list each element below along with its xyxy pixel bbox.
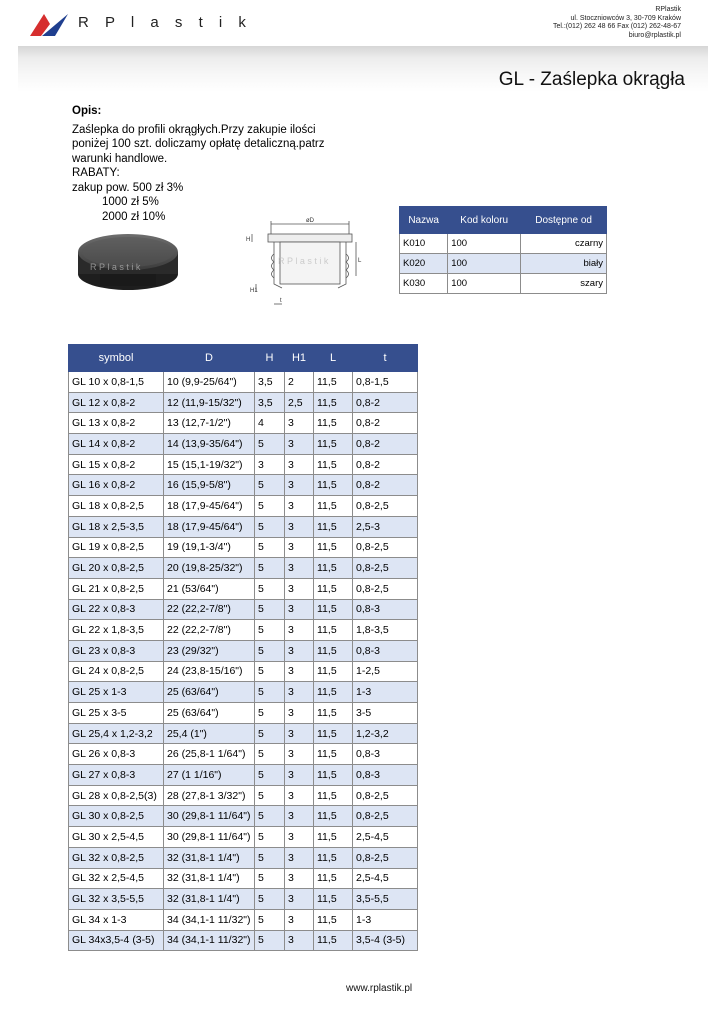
cell-t: 0,8-2,5 [353,847,418,868]
cell-h: 5 [255,909,285,930]
table-row [69,434,418,455]
cell-h1: 3 [285,703,314,724]
cell-symbol: GL 24 x 0,8-2,5 [69,661,164,682]
cell-h1: 2 [285,372,314,393]
table-row [69,578,418,599]
cell-h1: 3 [285,744,314,765]
table-row [69,765,418,786]
cell-h1: 3 [285,806,314,827]
cell-symbol: GL 20 x 0,8-2,5 [69,558,164,579]
color-row [400,234,607,254]
color-available: szary [521,274,607,294]
cell-h1: 3 [285,847,314,868]
cell-h1: 3 [285,827,314,848]
cell-d: 30 (29,8-1 11/64") [164,806,255,827]
cell-symbol: GL 22 x 0,8-3 [69,599,164,620]
table-row [69,413,418,434]
table-row [69,868,418,889]
cell-symbol: GL 18 x 0,8-2,5 [69,496,164,517]
cell-l: 11,5 [314,640,353,661]
description-line: zakup pow. 500 zł 3% [72,181,184,194]
column-header-h: H [255,345,285,372]
cell-h1: 3 [285,516,314,537]
cell-d: 19 (19,1-3/4") [164,537,255,558]
cell-h: 5 [255,661,285,682]
cell-l: 11,5 [314,703,353,724]
company-name: RPlastik [655,6,681,13]
cell-symbol: GL 16 x 0,8-2 [69,475,164,496]
table-row [69,372,418,393]
cell-h1: 3 [285,640,314,661]
cell-symbol: GL 12 x 0,8-2 [69,392,164,413]
cell-symbol: GL 28 x 0,8-2,5(3) [69,785,164,806]
cell-d: 13 (12,7-1/2") [164,413,255,434]
cell-d: 18 (17,9-45/64") [164,516,255,537]
color-name: K010 [400,234,448,254]
cell-symbol: GL 30 x 0,8-2,5 [69,806,164,827]
table-row [69,806,418,827]
cell-t: 1-3 [353,909,418,930]
cell-h: 5 [255,516,285,537]
cell-h: 3,5 [255,392,285,413]
cell-d: 28 (27,8-1 3/32") [164,785,255,806]
table-row [69,661,418,682]
column-header-nazwa: Nazwa [400,207,448,234]
company-email[interactable]: biuro@rplastik.pl [628,31,681,39]
cell-l: 11,5 [314,392,353,413]
cell-h1: 3 [285,785,314,806]
cell-h1: 3 [285,723,314,744]
cell-t: 2,5-3 [353,516,418,537]
cell-symbol: GL 25,4 x 1,2-3,2 [69,723,164,744]
cell-h: 5 [255,475,285,496]
drawing-label-d: øD [306,218,314,224]
drawing-label-l: L [358,258,362,264]
cell-t: 1-3 [353,682,418,703]
cell-t: 0,8-3 [353,599,418,620]
drawing-label-h1: H1 [250,288,258,294]
cell-h: 5 [255,744,285,765]
rplastik-logo [30,14,68,36]
cell-d: 25 (63/64") [164,703,255,724]
cell-d: 15 (15,1-19/32") [164,454,255,475]
cell-t: 3-5 [353,703,418,724]
cell-d: 26 (25,8-1 1/64") [164,744,255,765]
color-code: 100 [448,274,521,294]
cell-l: 11,5 [314,909,353,930]
cell-l: 11,5 [314,558,353,579]
cell-symbol: GL 25 x 3-5 [69,703,164,724]
cell-t: 0,8-2 [353,392,418,413]
cell-h1: 3 [285,537,314,558]
cell-l: 11,5 [314,806,353,827]
cell-d: 32 (31,8-1 1/4") [164,868,255,889]
cell-t: 0,8-1,5 [353,372,418,393]
cell-l: 11,5 [314,765,353,786]
cell-h1: 3 [285,682,314,703]
cell-h1: 3 [285,765,314,786]
cell-h: 5 [255,868,285,889]
company-address: ul. Stoczniowców 3, 30-709 Kraków [570,14,681,22]
cell-l: 11,5 [314,661,353,682]
cell-d: 18 (17,9-45/64") [164,496,255,517]
cell-t: 0,8-2,5 [353,578,418,599]
cell-symbol: GL 14 x 0,8-2 [69,434,164,455]
cell-l: 11,5 [314,868,353,889]
cell-d: 24 (23,8-15/16") [164,661,255,682]
cell-h: 4 [255,413,285,434]
cell-l: 11,5 [314,516,353,537]
cell-l: 11,5 [314,930,353,951]
cell-symbol: GL 10 x 0,8-1,5 [69,372,164,393]
cell-l: 11,5 [314,496,353,517]
table-row [69,744,418,765]
cell-h: 5 [255,723,285,744]
cell-d: 32 (31,8-1 1/4") [164,889,255,910]
cell-h1: 3 [285,889,314,910]
table-row [69,537,418,558]
cell-symbol: GL 21 x 0,8-2,5 [69,578,164,599]
cell-t: 0,8-2,5 [353,496,418,517]
cell-h1: 3 [285,454,314,475]
color-available: biały [521,254,607,274]
footer-url[interactable]: www.rplastik.pl [346,983,413,994]
cell-h1: 3 [285,909,314,930]
cell-h1: 3 [285,578,314,599]
cell-t: 0,8-3 [353,640,418,661]
color-available: czarny [521,234,607,254]
cell-t: 0,8-2,5 [353,537,418,558]
cell-t: 1,8-3,5 [353,620,418,641]
cell-h: 5 [255,434,285,455]
cell-d: 22 (22,2-7/8") [164,599,255,620]
company-phone: Tel.:(012) 262 48 66 Fax (012) 262-48-67 [552,23,681,30]
cell-h: 3,5 [255,372,285,393]
table-row [69,682,418,703]
cell-l: 11,5 [314,827,353,848]
cell-l: 11,5 [314,475,353,496]
cell-h1: 3 [285,661,314,682]
cell-t: 0,8-2 [353,413,418,434]
description-line: 2000 zł 10% [102,210,166,223]
cell-h1: 3 [285,434,314,455]
color-row [400,254,607,274]
cell-d: 30 (29,8-1 11/64") [164,827,255,848]
cell-h: 5 [255,682,285,703]
drawing-label-t: t [280,298,282,304]
cell-d: 12 (11,9-15/32") [164,392,255,413]
table-row [69,496,418,517]
cell-l: 11,5 [314,682,353,703]
description-label: Opis: [72,105,102,117]
description-line: RABATY: [72,167,120,179]
cell-symbol: GL 19 x 0,8-2,5 [69,537,164,558]
cell-h: 5 [255,806,285,827]
cell-d: 10 (9,9-25/64") [164,372,255,393]
cell-h: 5 [255,785,285,806]
table-row [69,785,418,806]
column-header-t: t [353,345,418,372]
cell-symbol: GL 18 x 2,5-3,5 [69,516,164,537]
table-row [69,827,418,848]
cell-symbol: GL 30 x 2,5-4,5 [69,827,164,848]
cell-l: 11,5 [314,599,353,620]
table-row [69,930,418,951]
cell-d: 16 (15,9-5/8") [164,475,255,496]
company-contact [553,6,681,40]
cell-h1: 3 [285,868,314,889]
table-row [69,909,418,930]
cell-l: 11,5 [314,537,353,558]
cell-symbol: GL 32 x 3,5-5,5 [69,889,164,910]
cell-t: 0,8-2 [353,434,418,455]
cell-symbol: GL 27 x 0,8-3 [69,765,164,786]
cell-h: 5 [255,599,285,620]
cell-h1: 3 [285,599,314,620]
cell-symbol: GL 13 x 0,8-2 [69,413,164,434]
cell-h: 5 [255,496,285,517]
page-title: GL - Zaślepka okrągła [498,69,685,90]
cell-symbol: GL 32 x 0,8-2,5 [69,847,164,868]
table-row [69,599,418,620]
table-row [69,703,418,724]
table-row [69,454,418,475]
brand-name: R P l a s t i k [78,14,252,31]
cell-h: 5 [255,847,285,868]
cell-t: 2,5-4,5 [353,868,418,889]
drawing-watermark: R P l a s t i k [278,256,329,266]
cell-t: 3,5-4 (3-5) [353,930,418,951]
cell-symbol: GL 22 x 1,8-3,5 [69,620,164,641]
cell-d: 27 (1 1/16") [164,765,255,786]
cell-h1: 3 [285,496,314,517]
photo-watermark: R P l a s t i k [90,262,141,272]
cell-d: 20 (19,8-25/32") [164,558,255,579]
cell-h: 5 [255,578,285,599]
description-line: poniżej 100 szt. doliczamy opłatę detaliczną.patrz [72,138,325,150]
cell-h: 5 [255,620,285,641]
cell-t: 0,8-3 [353,744,418,765]
cell-h1: 3 [285,558,314,579]
table-row [69,723,418,744]
cell-d: 21 (53/64") [164,578,255,599]
cell-d: 32 (31,8-1 1/4") [164,847,255,868]
color-name: K030 [400,274,448,294]
spec-table-header [69,345,418,372]
cell-l: 11,5 [314,744,353,765]
cell-t: 1,2-3,2 [353,723,418,744]
cell-symbol: GL 23 x 0,8-3 [69,640,164,661]
column-header-dostepne-od: Dostępne od [521,207,607,234]
cell-d: 25,4 (1") [164,723,255,744]
color-table [399,206,607,294]
column-header-kod-koloru: Kod koloru [448,207,521,234]
column-header-h1: H1 [285,345,314,372]
cell-h: 5 [255,827,285,848]
cell-h1: 3 [285,413,314,434]
cell-d: 25 (63/64") [164,682,255,703]
cell-symbol: GL 15 x 0,8-2 [69,454,164,475]
cell-h: 3 [255,454,285,475]
drawing-label-h: H [246,237,251,243]
table-row [69,847,418,868]
cell-symbol: GL 34x3,5-4 (3-5) [69,930,164,951]
cell-t: 3,5-5,5 [353,889,418,910]
cell-l: 11,5 [314,578,353,599]
product-photo [60,212,190,312]
table-row [69,558,418,579]
table-row [69,516,418,537]
cell-symbol: GL 26 x 0,8-3 [69,744,164,765]
cell-h: 5 [255,537,285,558]
cell-symbol: GL 25 x 1-3 [69,682,164,703]
cell-h: 5 [255,640,285,661]
color-name: K020 [400,254,448,274]
table-row [69,889,418,910]
table-row [69,620,418,641]
cell-h: 5 [255,889,285,910]
technical-drawing [238,214,364,314]
cell-l: 11,5 [314,454,353,475]
spec-table [68,344,418,951]
table-row [69,392,418,413]
cell-t: 2,5-4,5 [353,827,418,848]
cell-l: 11,5 [314,847,353,868]
cell-l: 11,5 [314,372,353,393]
description-line: warunki handlowe. [72,152,168,165]
cell-d: 22 (22,2-7/8") [164,620,255,641]
cell-h: 5 [255,703,285,724]
cell-symbol: GL 34 x 1-3 [69,909,164,930]
table-row [69,475,418,496]
color-table-header [400,207,607,234]
cell-l: 11,5 [314,723,353,744]
cell-t: 0,8-2 [353,475,418,496]
cell-h1: 3 [285,475,314,496]
cell-l: 11,5 [314,413,353,434]
cell-l: 11,5 [314,620,353,641]
column-header-l: L [314,345,353,372]
cell-h: 5 [255,930,285,951]
column-header-d: D [164,345,255,372]
cell-l: 11,5 [314,434,353,455]
cell-t: 0,8-2 [353,454,418,475]
color-code: 100 [448,254,521,274]
column-header-symbol: symbol [69,345,164,372]
cell-t: 0,8-2,5 [353,785,418,806]
cell-t: 0,8-2,5 [353,558,418,579]
color-row [400,274,607,294]
cell-h: 5 [255,558,285,579]
cell-t: 0,8-3 [353,765,418,786]
color-code: 100 [448,234,521,254]
cell-l: 11,5 [314,889,353,910]
cell-l: 11,5 [314,785,353,806]
cell-t: 1-2,5 [353,661,418,682]
cell-d: 23 (29/32") [164,640,255,661]
description-line: 1000 zł 5% [102,196,159,208]
cell-h1: 3 [285,930,314,951]
cell-h1: 2,5 [285,392,314,413]
cell-h: 5 [255,765,285,786]
cell-symbol: GL 32 x 2,5-4,5 [69,868,164,889]
cell-h1: 3 [285,620,314,641]
description-line: Zaślepka do profili okrągłych.Przy zakupie ilości [72,123,316,136]
cell-d: 34 (34,1-1 11/32") [164,909,255,930]
cell-t: 0,8-2,5 [353,806,418,827]
cell-d: 14 (13,9-35/64") [164,434,255,455]
cell-d: 34 (34,1-1 11/32") [164,930,255,951]
table-row [69,640,418,661]
